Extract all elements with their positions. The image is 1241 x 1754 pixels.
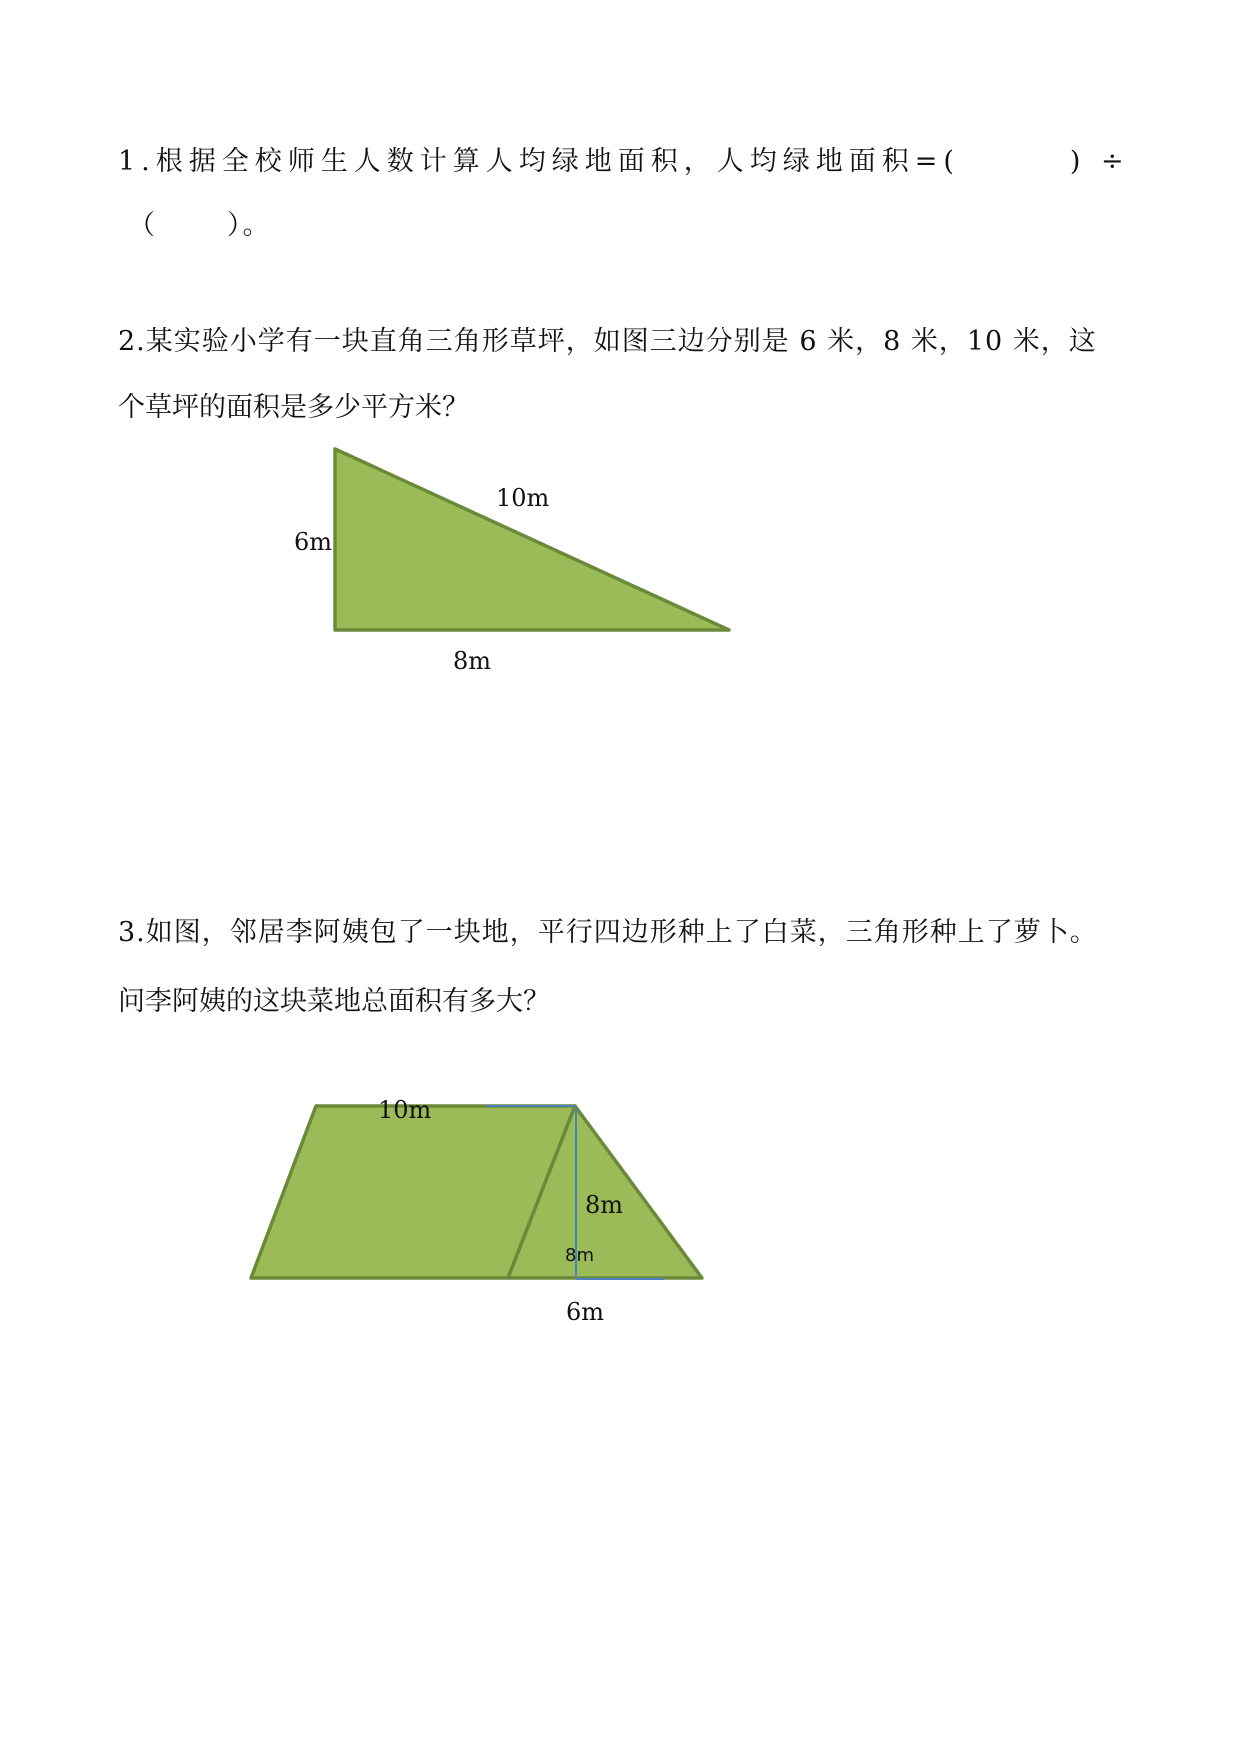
question-1-text-d: ）。 xyxy=(227,210,272,241)
label-vertical-side: 6m xyxy=(294,528,333,556)
label-top-side: 10m xyxy=(378,1096,432,1124)
question-2-line-1: 2.某实验小学有一块直角三角形草坪，如图三边分别是 6 米，8 米，10 米，这 xyxy=(118,326,1097,357)
question-3-line-1: 3.如图，邻居李阿姨包了一块地，平行四边形种上了白菜，三角形种上了萝卜。 xyxy=(118,917,1098,948)
question-1-text-b: ) ÷ xyxy=(1069,146,1130,177)
question-1-text-c: （ xyxy=(128,210,157,241)
label-base-6m: 6m xyxy=(566,1298,605,1326)
question-2-line-2: 个草坪的面积是多少平方米？ xyxy=(118,392,469,423)
label-base-side: 8m xyxy=(453,647,492,675)
label-hypotenuse: 10m xyxy=(496,484,550,512)
right-triangle-figure xyxy=(294,449,729,675)
label-height: 8m xyxy=(585,1191,624,1219)
label-height-small: 8m xyxy=(565,1245,594,1266)
vegetable-plot-figure xyxy=(251,1096,702,1326)
question-1-text-a: 1.根据全校师生人数计算人均绿地面积，人均绿地面积=( xyxy=(118,146,960,177)
right-triangle-lawn xyxy=(335,449,729,630)
question-3-line-2: 问李阿姨的这块菜地总面积有多大？ xyxy=(118,986,550,1017)
